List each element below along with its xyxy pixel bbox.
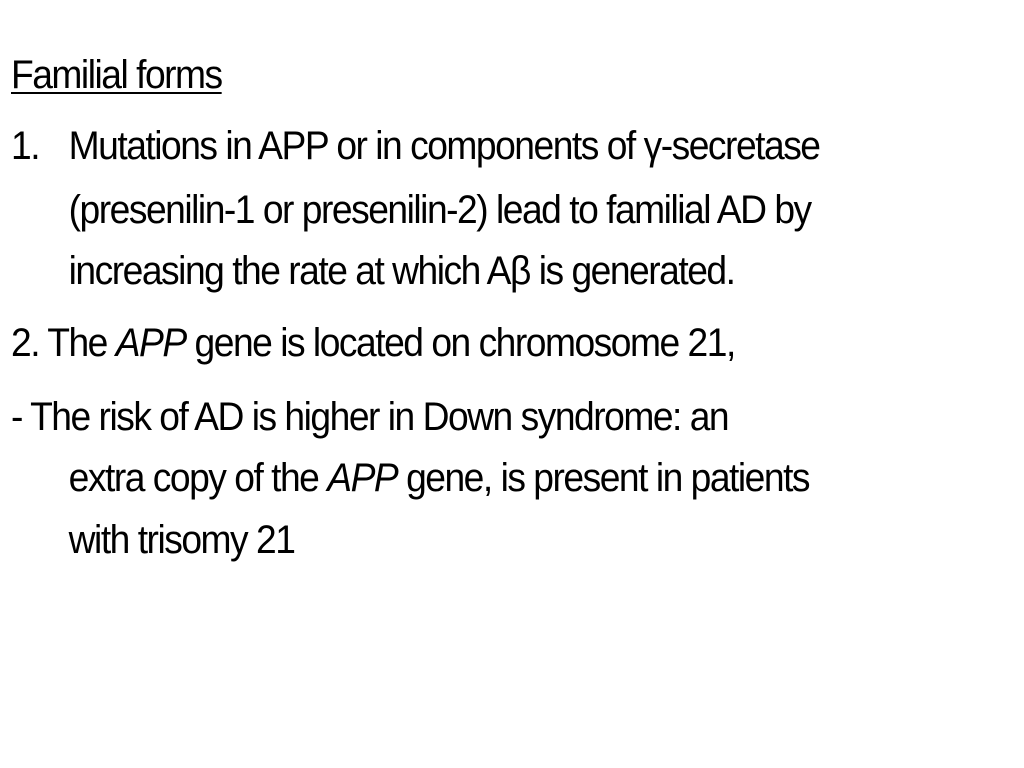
item-1-line-2: (presenilin-1 or presenilin-2) lead to familial AD by xyxy=(68,188,811,232)
slide-heading: Familial forms xyxy=(11,53,222,97)
item-3-line-2-prefix: extra copy of the xyxy=(68,456,328,500)
item-3-line-2-suffix: gene, is present in patients xyxy=(397,456,810,500)
item-2-suffix: gene is located on chromosome 21, xyxy=(185,321,735,365)
item-1-line-3: increasing the rate at which Aβ is generated. xyxy=(68,249,735,293)
item-1-number: 1. xyxy=(11,124,40,168)
item-2-gene-name: APP xyxy=(115,321,186,365)
item-3-line-3: with trisomy 21 xyxy=(68,518,295,562)
item-3-line-1: - The risk of AD is higher in Down syndrome: an xyxy=(11,395,729,439)
item-1-line-1: Mutations in APP or in components of γ-secretase xyxy=(68,124,820,168)
item-2-text xyxy=(11,323,735,363)
item-2-prefix: 2. The xyxy=(11,321,116,365)
item-3-line-2 xyxy=(69,458,809,498)
item-3-gene-name: APP xyxy=(327,456,398,500)
